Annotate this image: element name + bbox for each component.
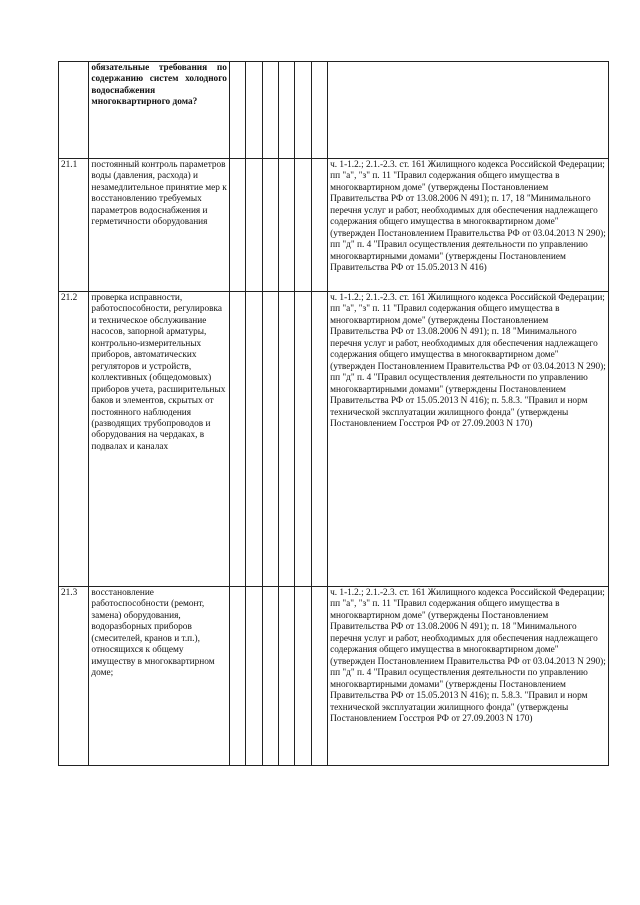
row-number-cell: 21.3 <box>59 587 89 766</box>
table-row <box>59 292 609 587</box>
empty-cell <box>295 159 311 292</box>
question-text: обязательные требования по содержанию систем холодного водоснабжения многоквартирного дома? <box>89 62 229 159</box>
table-row-continuation <box>59 62 609 159</box>
requirement-text: проверка исправности, работоспособности, регулировка и техническое обслуживание насосов, запорной арматуры, контрольно-измерительных приборов, автоматических регуляторов и устройств, коллективных (общедомовых) приборов учета, расширительных баков и элементов, скрытых от постоянного наблюдения (разводящих трубопроводов и оборудования на чердаках, в подвалах и каналах <box>89 292 229 587</box>
empty-cell <box>262 62 278 159</box>
requirement-text: восстановление работоспособности (ремонт, замена) оборудования, водоразборных приборов (смесителей, кранов и т.п.), относящихся к общему имуществу в многоквартирном доме; <box>89 587 229 766</box>
row-number-cell <box>59 62 89 159</box>
empty-cell <box>262 159 278 292</box>
empty-cell <box>246 159 262 292</box>
empty-cell <box>278 587 294 766</box>
empty-cell <box>295 292 311 587</box>
empty-cell <box>278 62 294 159</box>
empty-cell <box>246 292 262 587</box>
legal-basis-cell <box>328 62 609 159</box>
empty-cell <box>229 292 245 587</box>
legal-basis-text: ч. 1-1.2.; 2.1.-2.3. ст. 161 Жилищного кодекса Российской Федерации; пп "а", "з" п. 11 "Правил содержания общего имущества в многоквартирном доме" (утверждены Постановлением Правительства РФ от 13.08.2006 N 491); п. 18 "Минимального перечня услуг и работ, необходимых для обеспечения надлежащего содержания общего имущества в многоквартирном доме" (утвержден Постановлением Правительства РФ от 03.04.2013 N 290); пп "д" п. 4 "Правил осуществления деятельности по управлению многоквартирными домами" (утверждены Постановлением Правительства РФ от 15.05.2013 N 416); п. 5.8.3. "Правил и норм технической эксплуатации жилищного фонда" (утверждены Постановлением Госстроя РФ от 27.09.2003 N 170) <box>328 292 609 587</box>
table-row <box>59 159 609 292</box>
empty-cell <box>311 159 327 292</box>
row-number-cell: 21.2 <box>59 292 89 587</box>
empty-cell <box>278 159 294 292</box>
empty-cell <box>246 62 262 159</box>
empty-cell <box>311 292 327 587</box>
empty-cell <box>229 62 245 159</box>
requirement-text: постоянный контроль параметров воды (давления, расхода) и незамедлительное принятие мер к восстановлению требуемых параметров водоснабжения и герметичности оборудования <box>89 159 229 292</box>
row-number-cell: 21.1 <box>59 159 89 292</box>
empty-cell <box>311 62 327 159</box>
legal-basis-text: ч. 1-1.2.; 2.1.-2.3. ст. 161 Жилищного кодекса Российской Федерации; пп "а", "з" п. 11 "Правил содержания общего имущества в многоквартирном доме" (утверждены Постановлением Правительства РФ от 13.08.2006 N 491); п. 18 "Минимального перечня услуг и работ, необходимых для обеспечения надлежащего содержания общего имущества в многоквартирном доме" (утвержден Постановлением Правительства РФ от 03.04.2013 N 290); пп "д" п. 4 "Правил осуществления деятельности по управлению многоквартирными домами" (утверждены Постановлением Правительства РФ от 15.05.2013 N 416); п. 5.8.3. "Правил и норм технической эксплуатации жилищного фонда" (утверждены Постановлением Госстроя РФ от 27.09.2003 N 170) <box>328 587 609 766</box>
empty-cell <box>262 292 278 587</box>
empty-cell <box>311 587 327 766</box>
empty-cell <box>295 62 311 159</box>
empty-cell <box>246 587 262 766</box>
empty-cell <box>229 587 245 766</box>
requirements-table <box>58 61 609 766</box>
empty-cell <box>229 159 245 292</box>
empty-cell <box>262 587 278 766</box>
legal-basis-text: ч. 1-1.2.; 2.1.-2.3. ст. 161 Жилищного кодекса Российской Федерации; пп "а", "з" п. 11 "Правил содержания общего имущества в многоквартирном доме" (утверждены Постановлением Правительства РФ от 13.08.2006 N 491); п. 17, 18 "Минимального перечня услуг и работ, необходимых для обеспечения надлежащего содержания общего имущества в многоквартирном доме" (утвержден Постановлением Правительства РФ от 03.04.2013 N 290); пп "д" п. 4 "Правил осуществления деятельности по управлению многоквартирными домами" (утверждены Постановлением Правительства РФ от 15.05.2013 N 416) <box>328 159 609 292</box>
empty-cell <box>278 292 294 587</box>
table-row <box>59 587 609 766</box>
empty-cell <box>295 587 311 766</box>
